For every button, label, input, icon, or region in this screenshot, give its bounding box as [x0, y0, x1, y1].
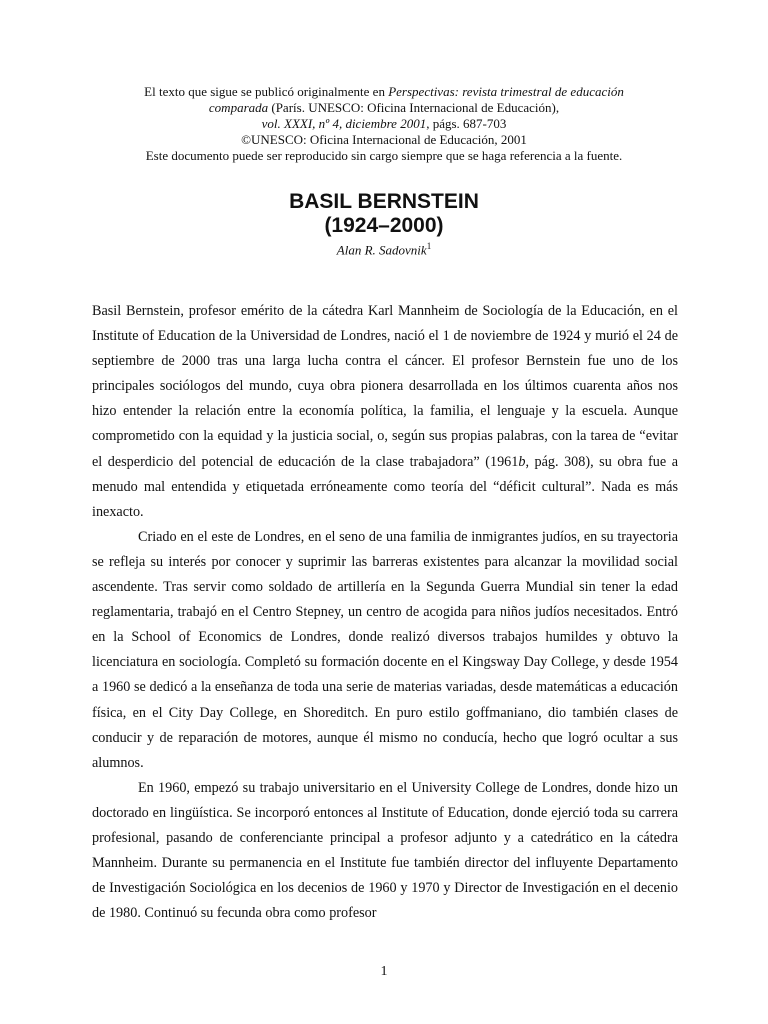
reproduction-line: Este documento puede ser reproducido sin cargo siempre que se haga referencia a la fuente.	[145, 148, 623, 163]
paragraph-1: Basil Bernstein, profesor emérito de la cátedra Karl Mannheim de Sociología de la Educación, en el Institute of Education de la Universidad de Londres, nació el 1 de noviembre de 1924 y murió el 24 de septiembre de 2000 tras una larga lucha contra el cáncer. El profesor Bernstein fue uno de los principales sociólogos del mundo, cuya obra pionera desarrollada en los últimos cuarenta años nos hizo entender la relación entre la economía política, la familia, el lenguaje y la escuela. Aunque comprometido con la equidad y la justicia social, o, según sus propias palabras, con la tarea de “evitar el desperdicio del potencial de educación de la clase trabajadora” (1961b, pág. 308), su obra fue a menudo mal entendida y etiquetada erróneamente como teoría del “déficit cultural”. Nada es más inexacto.	[92, 303, 679, 520]
paragraph-3: En 1960, empezó su trabajo universitario en el University College de Londres, donde hizo un doctorado en lingüística. Se incorporó entonces al Institute of Education, donde ejerció toda su carrera profesional, pasando de conferenciante principal a profesor adjunto y a catedrático en la cátedra Mannheim. Durante su permanencia en el Institute fue también director del influyente Departamento de Investigación Sociológica en los decenios de 1960 y 1970 y Director de Investigación en el decenio de 1980. Continuó su fecunda obra como profesor	[92, 779, 678, 922]
journal-title: Perspectivas: revista trimestral de educación	[388, 84, 624, 99]
notice-line-2: comparada (París. UNESCO: Oficina Internacional de Educación),	[208, 100, 560, 115]
author-line	[90, 238, 678, 258]
page-number: 1	[380, 964, 388, 979]
volume-info: vol. XXXI, nº 4, diciembre 2001	[261, 116, 427, 131]
article-body	[92, 299, 678, 926]
title-block	[90, 190, 678, 258]
notice-line-3: vol. XXXI, nº 4, diciembre 2001, págs. 687-703	[261, 116, 507, 131]
journal-title-cont: comparada	[208, 100, 269, 115]
article-title: BASIL BERNSTEIN	[289, 190, 479, 213]
article-years: (1924–2000)	[324, 214, 444, 237]
publication-notice	[90, 84, 678, 164]
footnote-mark: 1	[426, 241, 432, 251]
notice-line-1: El texto que sigue se publicó originalmente en Perspectivas: revista trimestral de educación	[144, 84, 624, 99]
copyright-line: ©UNESCO: Oficina Internacional de Educación, 2001	[241, 132, 527, 147]
paragraph-2: Criado en el este de Londres, en el seno de una familia de inmigrantes judíos, en su trayectoria se refleja su interés por conocer y suprimir las barreras existentes para alcanzar la movilidad social ascendente. Tras servir como soldado de artillería en la Segunda Guerra Mundial sin tener la edad reglamentaria, trabajó en el Centro Stepney, un centro de acogida para niños judíos necesitados. Entró en la School of Economics de Londres, donde realizó diversos trabajos humildes y obtuvo la licenciatura en sociología. Completó su formación docente en el Kingsway Day College, y desde 1954 a 1960 se dedicó a la enseñanza de toda una serie de materias variadas, desde matemáticas a educación física, en el City Day College, en Shoreditch. En puro estilo goffmaniano, dio también clases de conducir y de reparación de motores, aunque él mismo no conducía, hecho que logró ocultar a sus alumnos.	[92, 528, 678, 771]
author-name: Alan R. Sadovnik	[336, 242, 427, 258]
